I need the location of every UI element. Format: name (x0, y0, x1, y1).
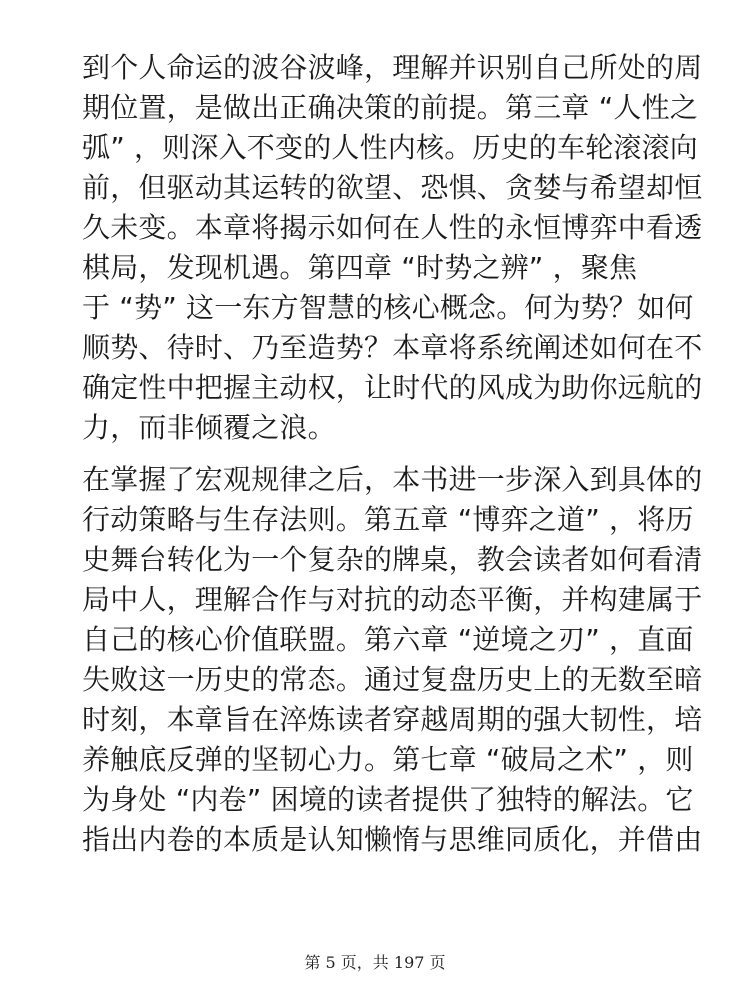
text-line: 指出内卷的本质是认知懒惰与思维同质化，并借由 (82, 823, 703, 856)
text-line: 到个人命运的波谷波峰，理解并识别自己所处的周 (82, 51, 703, 84)
text-line: 弧” ，则深入不变的人性内核。历史的车轮滚滚向 (82, 131, 699, 164)
text-line: 前，但驱动其运转的欲望、恐惧、贪婪与希望却恒 (82, 171, 703, 204)
text-line: 力，而非倾覆之浪。 (82, 411, 336, 444)
paragraph-1 (82, 48, 703, 448)
text-line: 在掌握了宏观规律之后，本书进一步深入到具体的 (82, 463, 703, 496)
text-line: 顺势、待时、乃至造势？本章将系统阐述如何在不 (82, 331, 703, 364)
text-line: 行动策略与生存法则。第五章 “博弈之道” ，将历 (82, 503, 694, 536)
text-line: 养触底反弹的坚韧心力。第七章 “破局之术” ，则 (82, 743, 694, 776)
text-line: 棋局，发现机遇。第四章 “时势之辨” ，聚焦 (82, 251, 638, 284)
body-text (82, 48, 703, 860)
paragraph-2 (82, 460, 703, 860)
text-line: 于 “势” 这一东方智慧的核心概念。何为势？如何 (82, 291, 694, 324)
text-line: 自己的核心价值联盟。第六章 “逆境之刃” ，直面 (82, 623, 694, 656)
text-line: 为身处 “内卷” 困境的读者提供了独特的解法。它 (82, 783, 694, 816)
text-line: 失败这一历史的常态。通过复盘历史上的无数至暗 (82, 663, 703, 696)
page-number-footer: 第 5 页，共 197 页 (304, 953, 446, 972)
text-line: 史舞台转化为一个复杂的牌桌，教会读者如何看清 (82, 543, 703, 576)
text-line: 确定性中把握主动权，让时代的风成为助你远航的 (82, 371, 703, 404)
text-line: 久未变。本章将揭示如何在人性的永恒博弈中看透 (82, 211, 703, 244)
text-line: 时刻，本章旨在淬炼读者穿越周期的强大韧性，培 (82, 703, 703, 736)
text-line: 期位置，是做出正确决策的前提。第三章 “人性之 (82, 91, 699, 124)
text-line: 局中人，理解合作与对抗的动态平衡，并构建属于 (82, 583, 703, 616)
